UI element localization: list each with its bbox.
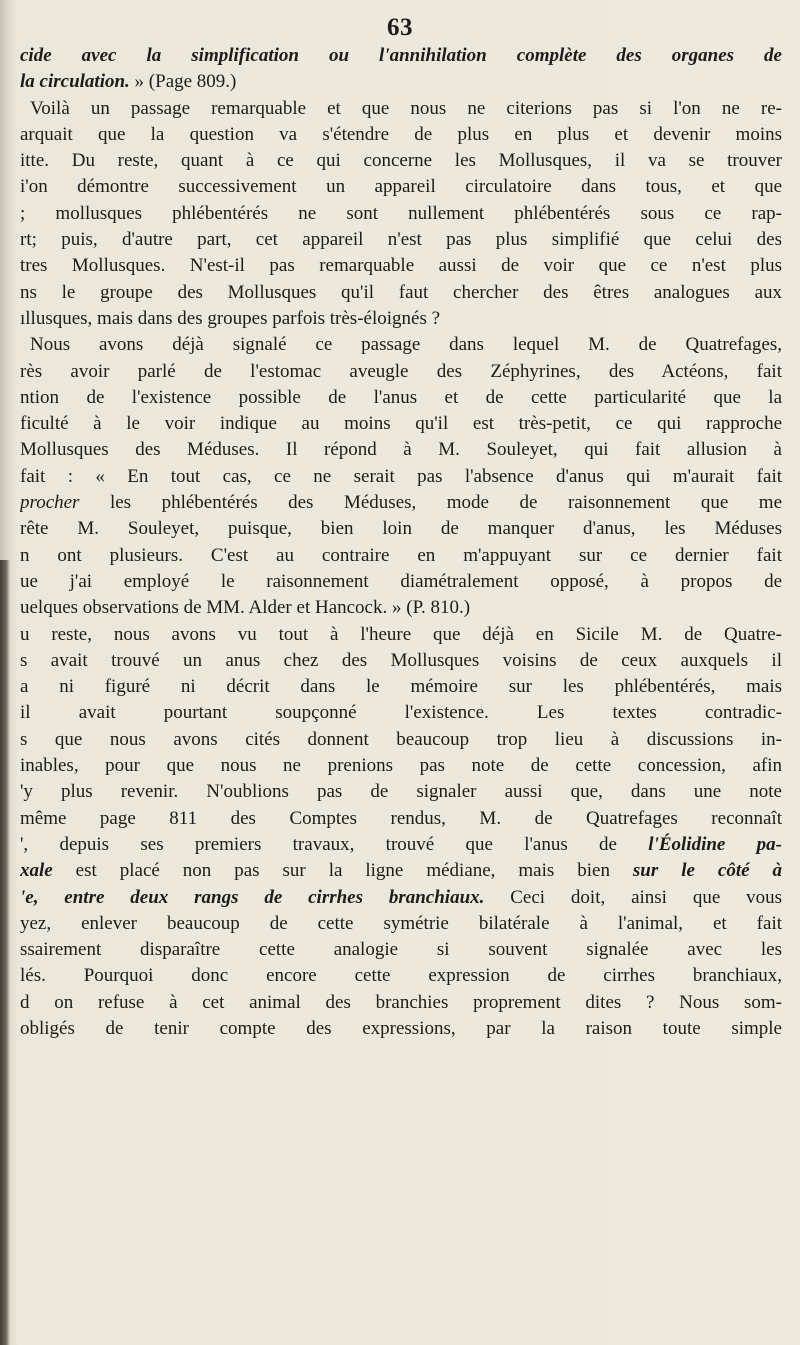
text-line (20, 727, 782, 753)
text-line (20, 779, 782, 805)
text-span: itte. Du reste, quant à ce qui concerne les Mollusques, il va se trouver (20, 150, 782, 172)
text-line (20, 1016, 782, 1042)
text-span: rès avoir parlé de l'estomac aveugle des Zéphyrines, des Actéons, fait (20, 360, 782, 382)
emphasized-text: la circulation. (20, 71, 130, 93)
text-line (20, 543, 782, 569)
text-line (20, 174, 782, 200)
text-span: obligés de tenir compte des expressions, par la raison toute simple (20, 1017, 782, 1039)
page-number: 63 (387, 14, 413, 41)
text-line (20, 516, 782, 542)
text-span: uelques observations de MM. Alder et Hancock. » (P. 810.) (20, 597, 471, 619)
text-line (20, 569, 782, 595)
text-span: ficulté à le voir indique au moins qu'il est très-petit, ce qui rapproche (20, 413, 782, 435)
text-line (20, 332, 782, 358)
text-line (20, 227, 782, 253)
text-line (20, 69, 782, 95)
text-span: a ni figuré ni décrit dans le mémoire sur les phlébentérés, mais (20, 676, 782, 698)
text-line (20, 437, 782, 463)
text-line (20, 753, 782, 779)
text-line (20, 122, 782, 148)
text-span: il avait pourtant soupçonné l'existence. Les textes contradic- (20, 702, 782, 724)
text-span: même page 811 des Comptes rendus, M. de Quatrefages reconnaît (20, 807, 782, 829)
text-span: rête M. Souleyet, puisque, bien loin de manquer d'anus, les Méduses (20, 518, 782, 540)
text-span: n ont plusieurs. C'est au contraire en m'appuyant sur ce dernier fait (20, 544, 782, 566)
text-span: d on refuse à cet animal des branchies proprement dites ? Nous som- (20, 991, 782, 1013)
text-line (20, 43, 782, 69)
text-line (20, 622, 782, 648)
text-line (20, 885, 782, 911)
text-span: inables, pour que nous ne prenions pas note de cette concession, afin (20, 755, 782, 777)
text-line (20, 464, 782, 490)
text-span: s avait trouvé un anus chez des Mollusques voisins de ceux auxquels il (20, 649, 782, 671)
text-line (20, 700, 782, 726)
binding-gutter-shadow (0, 560, 10, 1345)
text-line (20, 937, 782, 963)
text-span: » (Page 809.) (129, 71, 237, 93)
text-span: ', depuis ses premiers travaux, trouvé que l'anus de (20, 833, 649, 855)
text-line (20, 806, 782, 832)
text-line (20, 359, 782, 385)
text-span: s que nous avons cités donnent beaucoup trop lieu à discussions in- (20, 728, 782, 750)
text-span: lés. Pourquoi donc encore cette expression de cirrhes branchiaux, (20, 965, 782, 987)
text-span: i'on démontre successivement un appareil circulatoire dans tous, et que (20, 176, 782, 198)
text-span: Nous avons déjà signalé ce passage dans lequel M. de Quatrefages, (30, 334, 782, 356)
emphasized-text: l'Éolidine pa- (648, 833, 782, 855)
text-line (20, 595, 782, 621)
text-line (20, 990, 782, 1016)
text-span: est placé non pas sur la ligne médiane, mais bien (52, 860, 633, 882)
text-line (20, 674, 782, 700)
text-line (20, 411, 782, 437)
text-span: ns le groupe des Mollusques qu'il faut chercher des êtres analogues aux (20, 281, 782, 303)
text-line (20, 148, 782, 174)
text-span: yez, enlever beaucoup de cette symétrie bilatérale à l'animal, et fait (20, 912, 782, 934)
text-span: ntion de l'existence possible de l'anus et de cette particularité que la (20, 386, 782, 408)
text-line (20, 306, 782, 332)
text-line (20, 280, 782, 306)
text-line (20, 911, 782, 937)
text-line (20, 832, 782, 858)
text-line (20, 253, 782, 279)
text-span: Voilà un passage remarquable et que nous ne citerions pas si l'on ne re- (30, 97, 782, 119)
text-line (20, 385, 782, 411)
text-span: rt; puis, d'autre part, cet appareil n'est pas plus simplifié que celui des (20, 229, 782, 251)
emphasized-text: sur le côté à (632, 860, 782, 882)
text-span: fait : « En tout cas, ce ne serait pas l'absence d'anus qui m'aurait fait (20, 465, 782, 487)
text-line (20, 858, 782, 884)
text-line (20, 96, 782, 122)
text-span: Ceci doit, ainsi que vous (484, 886, 782, 908)
text-span: arquait que la question va s'étendre de plus en plus et devenir moins (20, 123, 782, 145)
emphasized-text: procher (20, 492, 80, 514)
text-line (20, 648, 782, 674)
text-span: ue j'ai employé le raisonnement diamétralement opposé, à propos de (20, 570, 782, 592)
text-span: tres Mollusques. N'est-il pas remarquable aussi de voir que ce n'est plus (20, 255, 782, 277)
text-span: ıllusques, mais dans des groupes parfois très-éloignés ? (20, 307, 441, 329)
text-span: ssairement disparaître cette analogie si souvent signalée avec les (20, 939, 782, 961)
text-line (20, 963, 782, 989)
text-span: ; mollusques phlébentérés ne sont nullement phlébentérés sous ce rap- (20, 202, 782, 224)
text-span: Mollusques des Méduses. Il répond à M. Souleyet, qui fait allusion à (20, 439, 782, 461)
text-line (20, 490, 782, 516)
text-line (20, 201, 782, 227)
emphasized-text: cide avec la simplification ou l'annihilation complète des organes de (20, 45, 782, 66)
text-span: u reste, nous avons vu tout à l'heure que déjà en Sicile M. de Quatre- (20, 623, 782, 645)
emphasized-text: xale (20, 860, 53, 882)
emphasized-text: 'e, entre deux rangs de cirrhes branchiaux. (20, 886, 485, 908)
text-span: 'y plus revenir. N'oublions pas de signaler aussi que, dans une note (20, 781, 782, 803)
body-text (20, 43, 782, 1042)
text-span: les phlébentérés des Méduses, mode de raisonnement que me (79, 492, 782, 514)
